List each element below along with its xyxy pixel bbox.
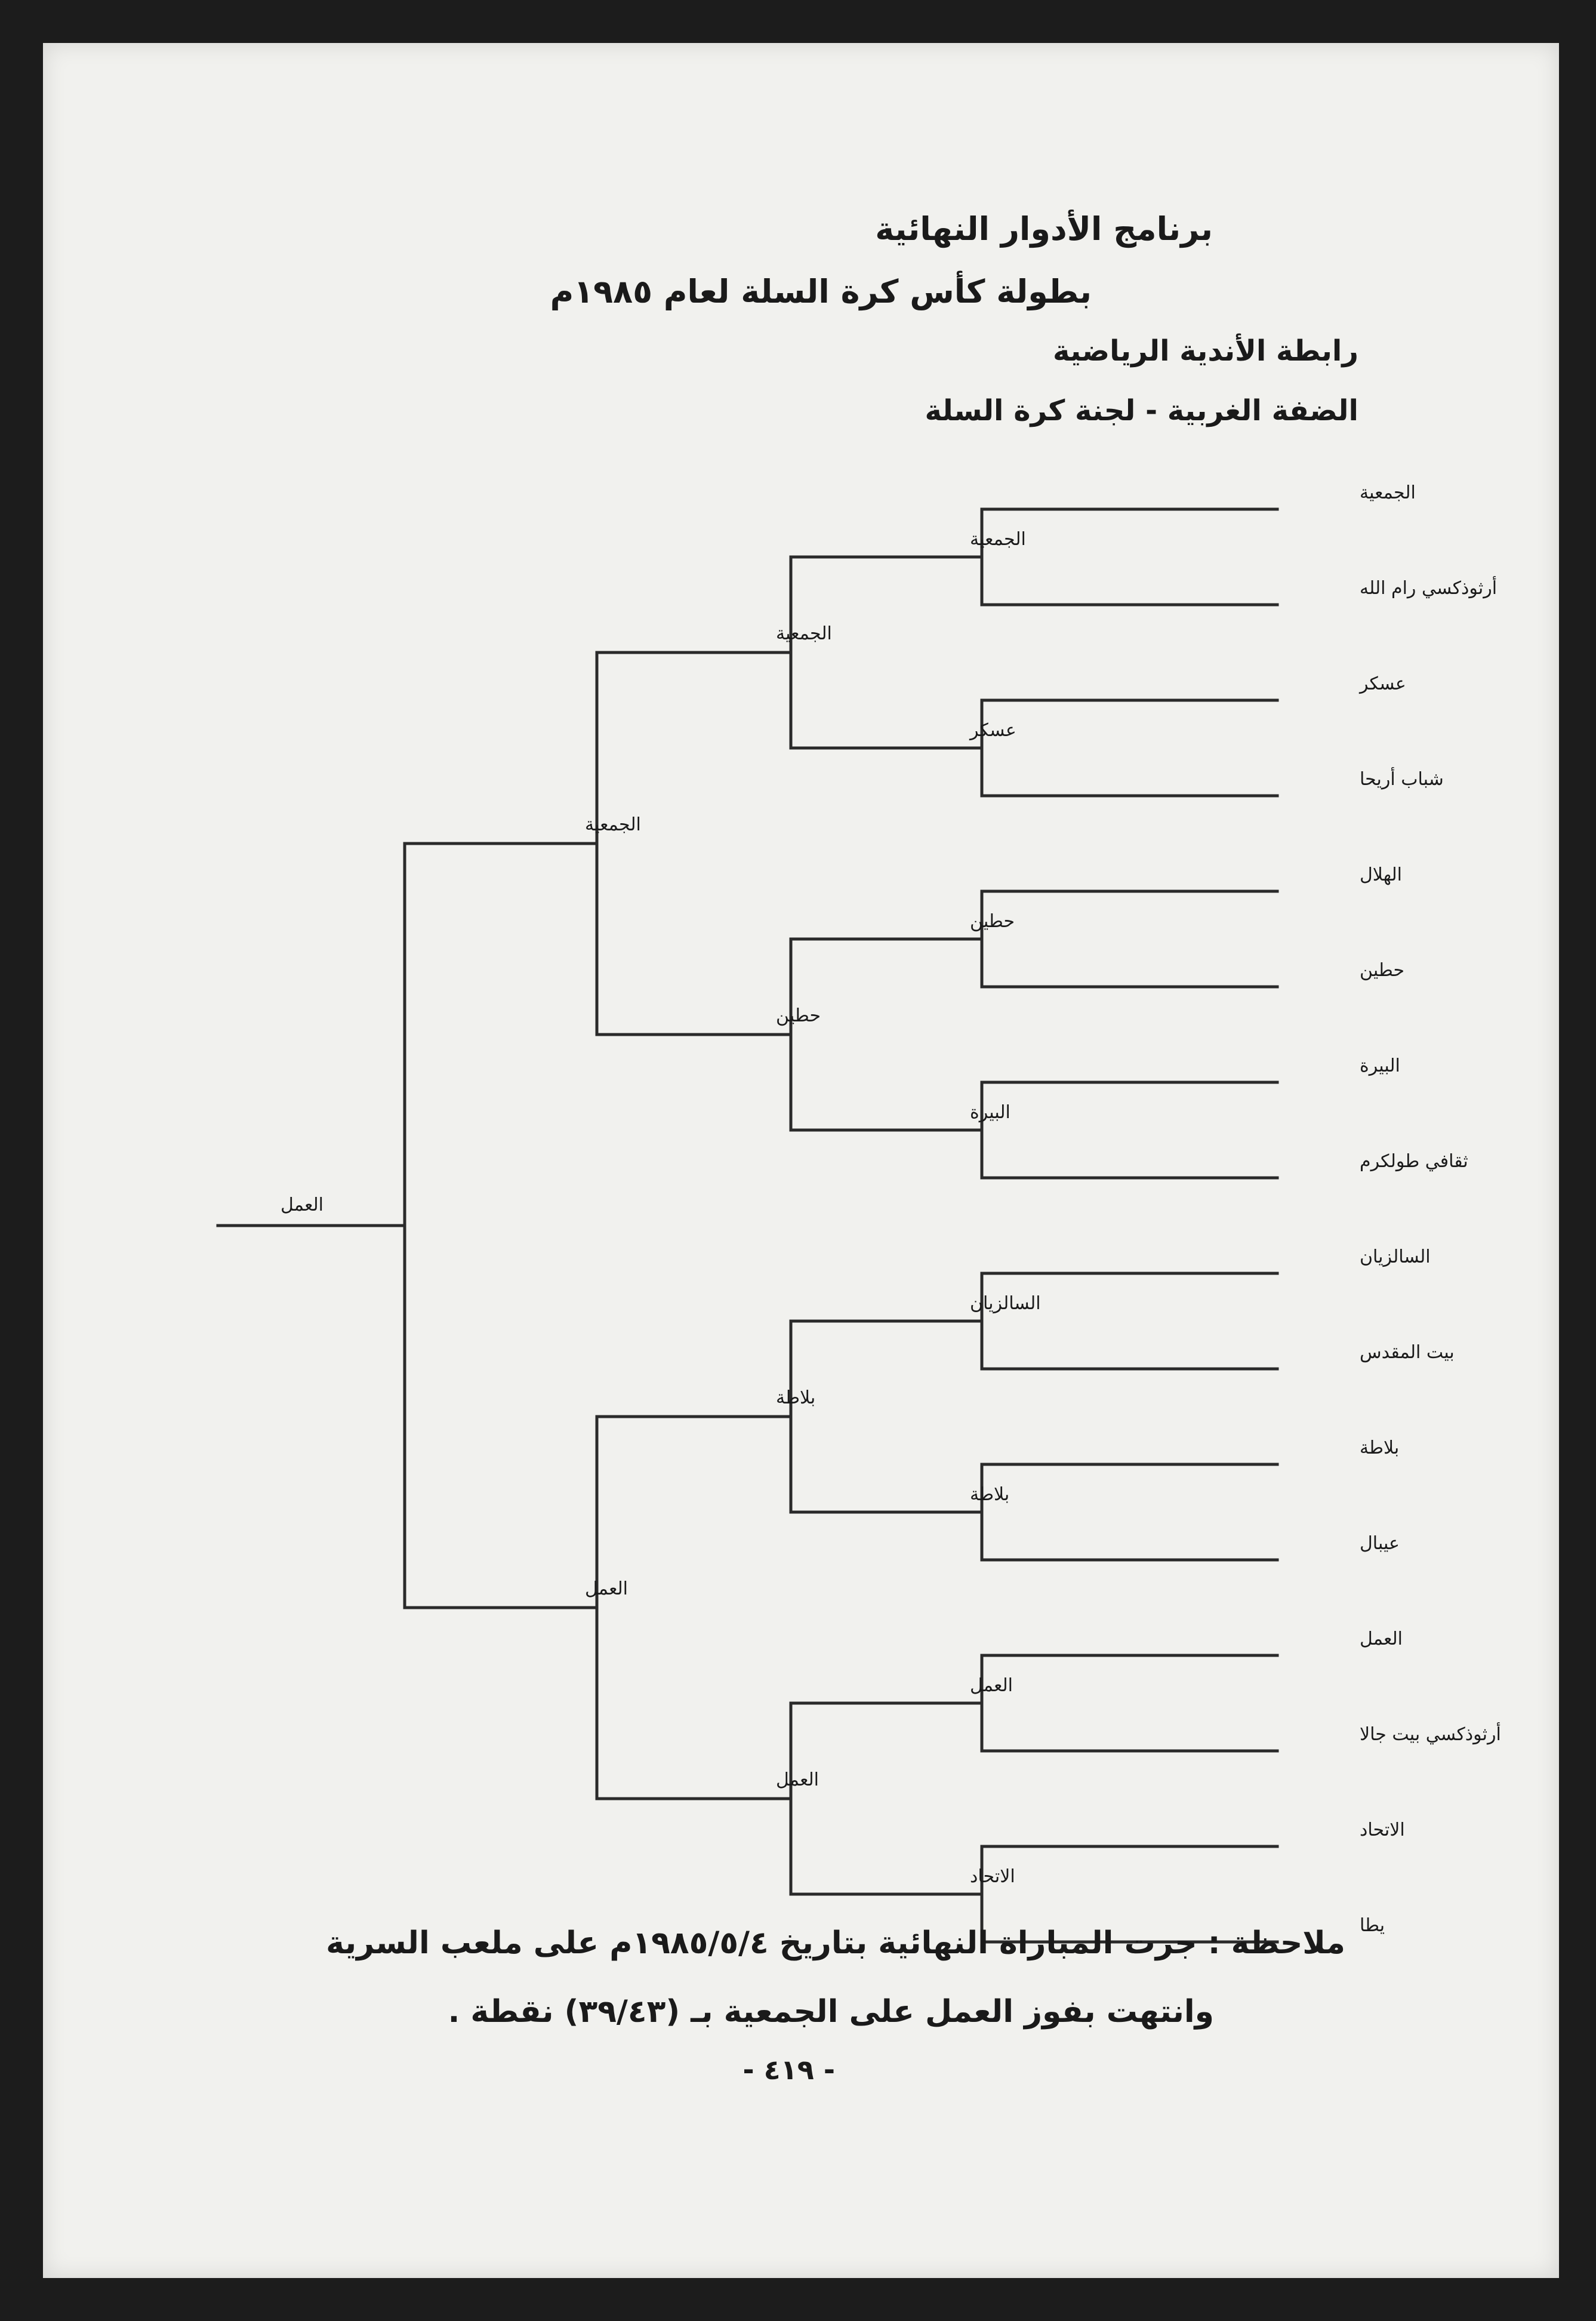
team-label: الاتحاد	[1360, 1820, 1405, 1840]
team-label: يطا	[1360, 1915, 1385, 1936]
title-line-4: الضفة الغربية - لجنة كرة السلة	[925, 394, 1358, 427]
semifinal-label: الجمعية	[585, 814, 641, 835]
title-line-2: بطولة كأس كرة السلة لعام ١٩٨٥م	[550, 273, 1092, 310]
round2-label: العمل	[970, 1675, 1013, 1696]
team-label: بيت المقدس	[1360, 1342, 1455, 1363]
title-line-1: برنامج الأدوار النهائية	[875, 210, 1213, 248]
team-label: الهلال	[1360, 864, 1403, 885]
round2-label: البيرة	[970, 1102, 1010, 1123]
title-line-3: رابطة الأندية الرياضية	[1053, 334, 1358, 368]
round2-label: حطين	[970, 911, 1015, 932]
team-label: أرثوذكسي بيت جالا	[1360, 1724, 1501, 1745]
note-line-2: وانتهت بفوز العمل على الجمعية بـ (٣٩/٤٣) نقطة .	[448, 1994, 1214, 2030]
round2-label: بلاطة	[970, 1484, 1010, 1505]
round2-label: الجمعية	[970, 529, 1026, 550]
round3-label: بلاطة	[776, 1387, 816, 1408]
champion-label: العمل	[281, 1195, 324, 1215]
team-label: أرثوذكسي رام الله	[1360, 578, 1498, 599]
round2-label: عسكر	[970, 720, 1016, 741]
team-label: البيرة	[1360, 1055, 1400, 1076]
round2-label: الاتحاد	[970, 1866, 1015, 1887]
team-label: العمل	[1360, 1629, 1403, 1649]
round2-label: السالزيان	[970, 1293, 1041, 1314]
team-label: حطين	[1360, 960, 1405, 981]
round3-label: العمل	[776, 1769, 819, 1790]
team-label: عسكر	[1360, 673, 1406, 694]
team-label: السالزيان	[1360, 1246, 1431, 1267]
note-line-1: ملاحظة : جرت المباراة النهائية بتاريخ ١٩٨٥/٥/٤م على ملعب السرية	[326, 1925, 1345, 1961]
round3-label: حطين	[776, 1005, 821, 1026]
semifinal-label: العمل	[585, 1578, 628, 1599]
round3-label: الجمعية	[776, 623, 832, 644]
team-label: بلاطة	[1360, 1437, 1400, 1458]
team-label: شباب أريحا	[1360, 769, 1444, 790]
page-number: - ٤١٩ -	[742, 2054, 835, 2086]
team-label: عيبال	[1360, 1533, 1400, 1554]
team-label: الجمعية	[1360, 482, 1416, 503]
team-label: ثقافي طولكرم	[1360, 1151, 1468, 1172]
